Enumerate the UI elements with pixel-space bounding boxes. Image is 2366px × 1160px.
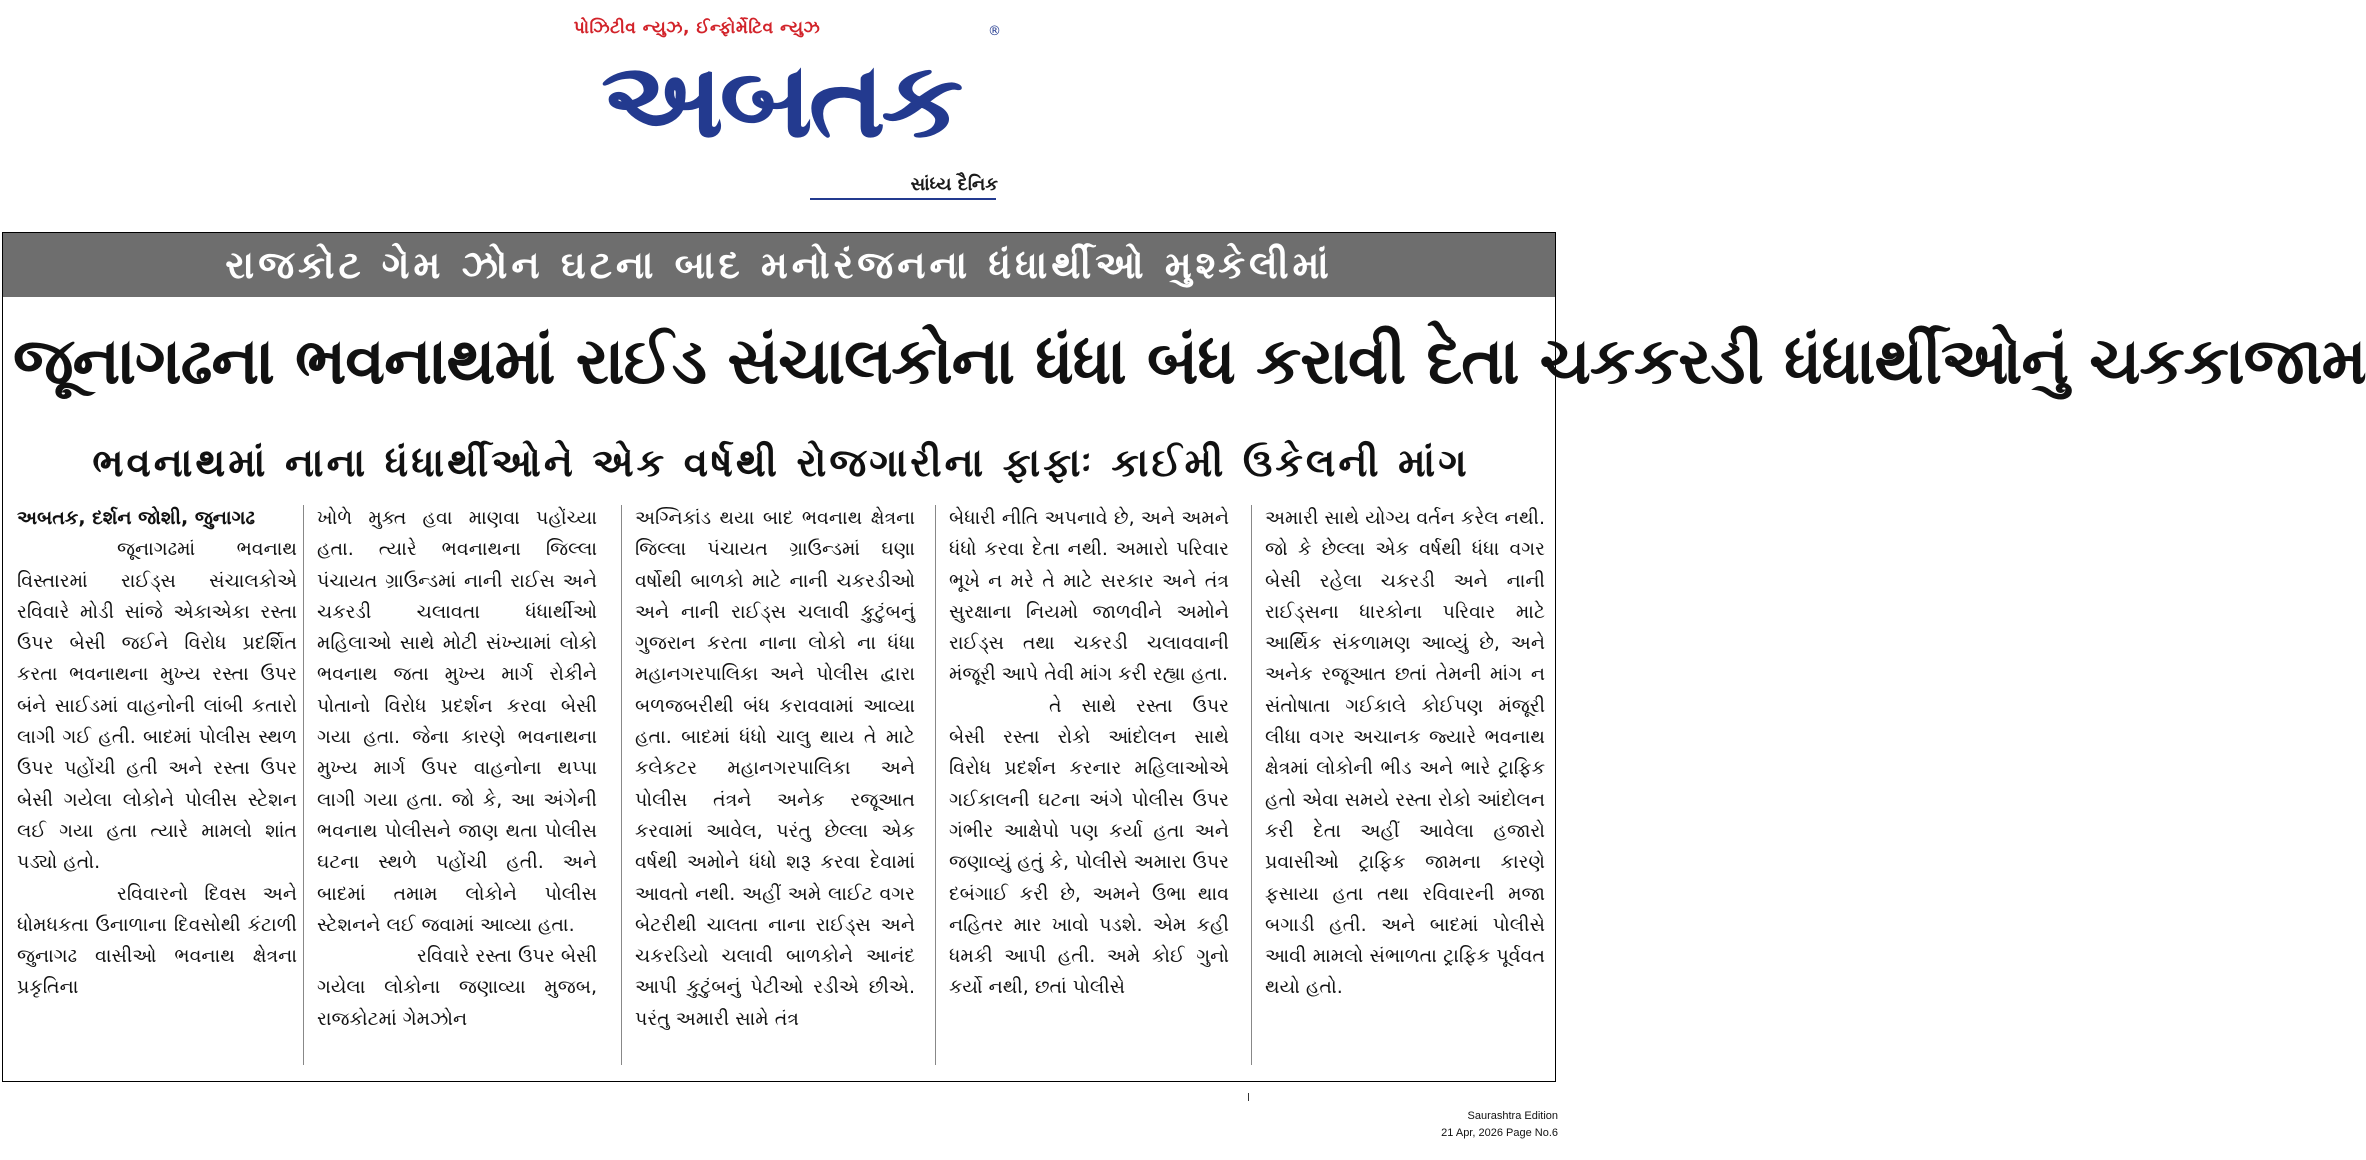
paragraph: રવિવારનો દિવસ અને ધોમધકતા ઉનાળાના દિવસોથી કંટાળી જુનાગઢ વાસીઓ ભવનાથ ક્ષેત્રના પ્રકૃતિના	[17, 882, 297, 999]
article-column-4	[949, 503, 1229, 1004]
registered-mark: ®	[988, 24, 1001, 39]
article-kicker: રાજકોટ ગેમ ઝોન ઘટના બાદ મનોરંજનના ધંધાર્થીઓ મુશ્કેલીમાં	[225, 243, 1333, 287]
paragraph: જૂનાગઢમાં ભવનાથ વિસ્તારમાં રાઈડ્સ સંચાલકોએ રવિવારે મોડી સાંજે એકાએકા રસ્તા ઉપર બેસી જઈને વિરોધ પ્રદર્શિત કરતા ભવનાથના મુખ્ય રસ્તા ઉપર બંને સાઈડમાં વાહનોની લાંબી કતારો લાગી ગઈ હતી. બાદમાં પોલીસ સ્થળ ઉપર પહોંચી હતી અને રસ્તા ઉપર બેસી ગયેલા લોકોને પોલીસ સ્ટેશન લઈ ગયા હતા ત્યારે મામલો શાંત પડ્યો હતો.	[17, 538, 297, 874]
masthead-tagline: પોઝિટીવ ન્યુઝ, ઈન્ફોર્મેટિવ ન્યુઝ	[573, 18, 821, 38]
page-mark	[1248, 1093, 1249, 1101]
paragraph: ખોળે મુક્ત હવા માણવા પહોંચ્યા હતા. ત્યારે ભવનાથના જિલ્લા પંચાયત ગ્રાઉન્ડમાં નાની રાઈસ અને ચકરડી ચલાવતા ધંધાર્થીઓ મહિલાઓ સાથે મોટી સંખ્યામાં લોકો ભવનાથ જતા મુખ્ય માર્ગ રોકીને પોતાનો વિરોધ પ્રદર્શન કરવા બેસી ગયા હતા. જેના કારણે ભવનાથના મુખ્ય માર્ગ ઉપર વાહનોના થપ્પા લાગી ગયા હતા. જો કે, આ અંગેની ભવનાથ પોલીસને જાણ થતા પોલીસ ઘટના સ્થળે પહોંચી હતી. અને બાદમાં તમામ લોકોને પોલીસ સ્ટેશનને લઈ જવામાં આવ્યા હતા.	[317, 507, 597, 936]
edition-type-underline	[810, 198, 996, 200]
paragraph: અગ્નિકાંડ થયા બાદ ભવનાથ ક્ષેત્રના જિલ્લા પંચાયત ગ્રાઉન્ડમાં ઘણા વર્ષોથી બાળકો માટે નાની ચકરડીઓ અને નાની રાઈડ્સ ચલાવી કુટુંબનું ગુજરાન કરતા નાના લોકો ના ધંધા મહાનગરપાલિકા અને પોલીસ દ્વારા બળજબરીથી બંધ કરાવવામાં આવ્યા હતા. બાદમાં ધંધો ચાલુ થાય તે માટે કલેકટર મહાનગરપાલિકા અને પોલીસ તંત્રને અનેક રજૂઆત કરવામાં આવેલ, પરંતુ છેલ્લા એક વર્ષથી અમોને ધંધો શરૂ કરવા દેવામાં આવતો નથી. અહીં અમે લાઈટ વગર બેટરીથી ચાલતા નાના રાઈડ્સ અને ચકરડિયો ચલાવી બાળકોને આનંદ આપી કુટુંબનું પેટીઓ રડીએ છીએ. પરંતુ અમારી સામે તંત્ર	[635, 507, 915, 1030]
column-divider	[621, 505, 622, 1065]
article-column-5	[1265, 503, 1545, 1004]
article-column-2	[317, 503, 597, 1035]
footer-edition-info	[1441, 1108, 1558, 1142]
paragraph: અમારી સાથે યોગ્ય વર્તન કરેલ નથી. જો કે છેલ્લા એક વર્ષથી ધંધા વગર બેસી રહેલા ચકરડી અને નાની રાઈડ્સના ધારકોના પરિવાર માટે આર્થિક સંકળામણ આવ્યું છે, અને અનેક રજૂઆત છતાં તેમની માંગ ન સંતોષાતા ગઈકાલે કોઈપણ મંજૂરી લીધા વગર અચાનક જ્યારે ભવનાથ ક્ષેત્રમાં લોકોની ભીડ અને ભારે ટ્રાફિક હતો એવા સમયે રસ્તા રોકો આંદોલન કરી દેતા અહીં આવેલા હજારો પ્રવાસીઓ ટ્રાફિક જામના કારણે ફસાયા હતા તથા રવિવારની મજા બગાડી હતી. અને બાદમાં પોલીસે આવી મામલો સંભાળતા ટ્રાફિક પૂર્વવત થયો હતો.	[1265, 507, 1545, 999]
article-subhead: ભવનાથમાં નાના ધંધાર્થીઓને એક વર્ષથી રોજગારીના ફાફાઃ કાઈમી ઉકેલની માંગ	[92, 441, 1470, 486]
paragraph: તે સાથે રસ્તા ઉપર બેસી રસ્તા રોકો આંદોલન સાથે વિરોધ પ્રદર્શન કરનાર મહિલાઓએ ગઈકાલની ઘટના અંગે પોલીસ ઉપર ગંભીર આક્ષેપો પણ કર્યા હતા અને જણાવ્યું હતું કે, પોલીસે અમારા ઉપર દબંગાઈ કરી છે, અમને ઉભા થાવ નહિતર માર ખાવો પડશે. એમ કહી ધમકી આપી હતી. અમે કોઈ ગુનો કર્યો નથી, છતાં પોલીસે	[949, 694, 1229, 999]
article-headline: જૂનાગઢના ભવનાથમાં રાઈડ સંચાલકોના ધંધા બંધ કરાવી દેતા ચકકરડી ધંધાર્થીઓનું ચકકાજામ	[13, 325, 2366, 399]
paragraph: બેધારી નીતિ અપનાવે છે, અને અમને ધંધો કરવા દેતા નથી. અમારો પરિવાર ભૂખે ન મરે તે માટે સરકાર અને તંત્ર સુરક્ષાના નિયમો જાળવીને અમોને રાઈડ્સ તથા ચકરડી ચલાવવાની મંજૂરી આપે તેવી માંગ કરી રહ્યા હતા.	[949, 507, 1229, 686]
edition-date-page: 21 Apr, 2026 Page No.6	[1441, 1127, 1558, 1139]
article-column-3	[635, 503, 915, 1035]
column-divider	[303, 505, 304, 1065]
newspaper-logo: અબતક	[601, 39, 959, 161]
masthead	[560, 18, 1010, 203]
article-byline: અબતક, દર્શન જોશી, જુનાગઢ	[17, 507, 255, 529]
article-column-1	[17, 503, 297, 1004]
column-divider	[1251, 505, 1252, 1065]
paragraph: રવિવારે રસ્તા ઉપર બેસી ગયેલા લોકોના જણાવ્યા મુજબ, રાજકોટમાં ગેમઝોન	[317, 945, 597, 1030]
column-divider	[935, 505, 936, 1065]
article-frame	[2, 232, 2366, 1082]
edition-name: Saurashtra Edition	[1467, 1110, 1558, 1122]
edition-type: સાંધ્ય દૈનિક	[910, 174, 998, 195]
